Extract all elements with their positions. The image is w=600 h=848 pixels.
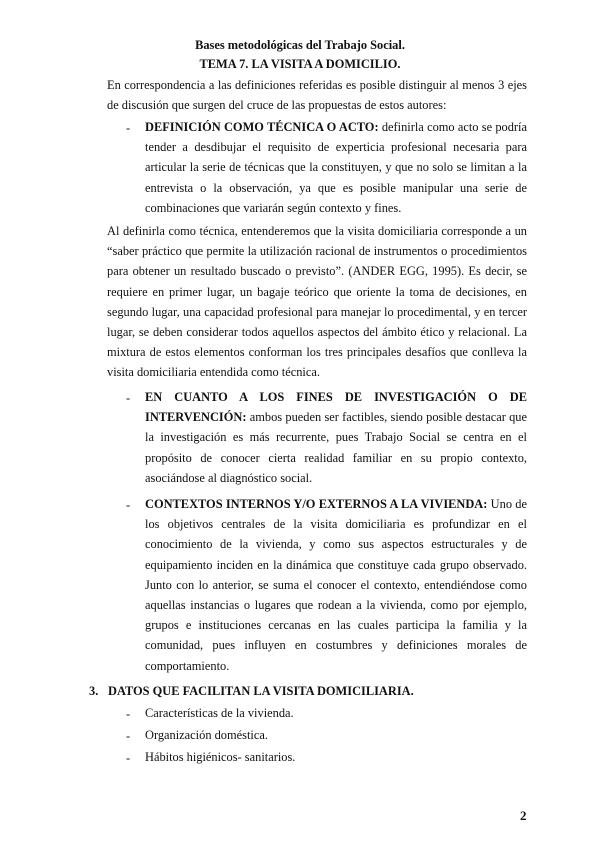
list-dash: - [126, 751, 131, 765]
list-item: Organización doméstica. [145, 728, 268, 742]
bullet-title: DEFINICIÓN COMO TÉCNICA O ACTO: [145, 120, 379, 134]
list-dash: - [126, 729, 131, 743]
bullet-title: CONTEXTOS INTERNOS Y/O EXTERNOS A LA VIVIENDA: [145, 497, 488, 511]
bullet-text: ambos pueden ser factibles, siendo posible destacar que la investigación es más recurrente, pues Trabajo Social se centra en el propósito de conocer cierta realidad familiar en su propio contexto, asociándose al diagnóstico social. [145, 410, 527, 485]
bullet-dash: - [126, 391, 131, 405]
section-number: 3. [89, 684, 99, 698]
list-dash: - [126, 707, 131, 721]
bullet-contextos [145, 494, 527, 676]
bullet-dash: - [126, 498, 131, 512]
bullet-definicion [145, 117, 527, 218]
section-title: DATOS QUE FACILITAN LA VISITA DOMICILIARIA. [108, 684, 414, 698]
bullet-dash: - [126, 121, 131, 135]
technique-paragraph: Al definirla como técnica, entenderemos que la visita domiciliaria corresponde a un “saber práctico que permite la utilización racional de instrumentos o procedimientos para obtener un resultado buscado o previsto”. (ANDER EGG, 1995). Es decir, se requiere en primer lugar, un bagaje teórico que oriente la toma de decisiones, en segundo lugar, una capacidad profesional para manejar lo procedimental, y en tercer lugar, se deben considerar todos aquellos aspectos del ámbito ético y relacional. La mixtura de estos elementos conforman los tres principales desafíos que conlleva la visita domiciliaria entendida como técnica. [107, 224, 527, 380]
list-item: Hábitos higiénicos- sanitarios. [145, 750, 296, 764]
bullet-text: Uno de los objetivos centrales de la visita domiciliaria es profundizar en el conocimiento de la vivienda, y como sus aspectos estructurales y de equipamiento inciden en la dinámica que constituye cada grupo observado. Junto con lo anterior, se suma el conocer el contexto, entendiéndose como aquellas instancias o lugares que rodean a la vivienda, como por ejemplo, grupos e instituciones cercanas en las cuales participa la familia y la comunidad, pues influyen en costumbres y definiciones morales de comportamiento. [145, 497, 527, 673]
list-item: Características de la vivienda. [145, 706, 294, 720]
bullet-text: definirla como acto se podría tender a desdibujar el requisito de experticia profesional necesaria para articular la serie de técnicas que la constituyen, y que no solo se limitan a la entrevista o la observación, ya que es posible manipular una serie de combinaciones que variarán según contexto y fines. [145, 120, 527, 215]
page-number: 2 [520, 808, 527, 823]
bullet-title: EN CUANTO A LOS FINES DE INVESTIGACIÓN O DE INTERVENCIÓN: [145, 390, 527, 425]
bullet-fines [145, 387, 527, 488]
document-title: Bases metodológicas del Trabajo Social. [195, 38, 405, 52]
intro-paragraph: En correspondencia a las definiciones referidas es posible distinguir al menos 3 ejes de discusión que surgen del cruce de las propuestas de estos autores: [107, 78, 527, 113]
document-subtitle: TEMA 7. LA VISITA A DOMICILIO. [199, 57, 401, 71]
